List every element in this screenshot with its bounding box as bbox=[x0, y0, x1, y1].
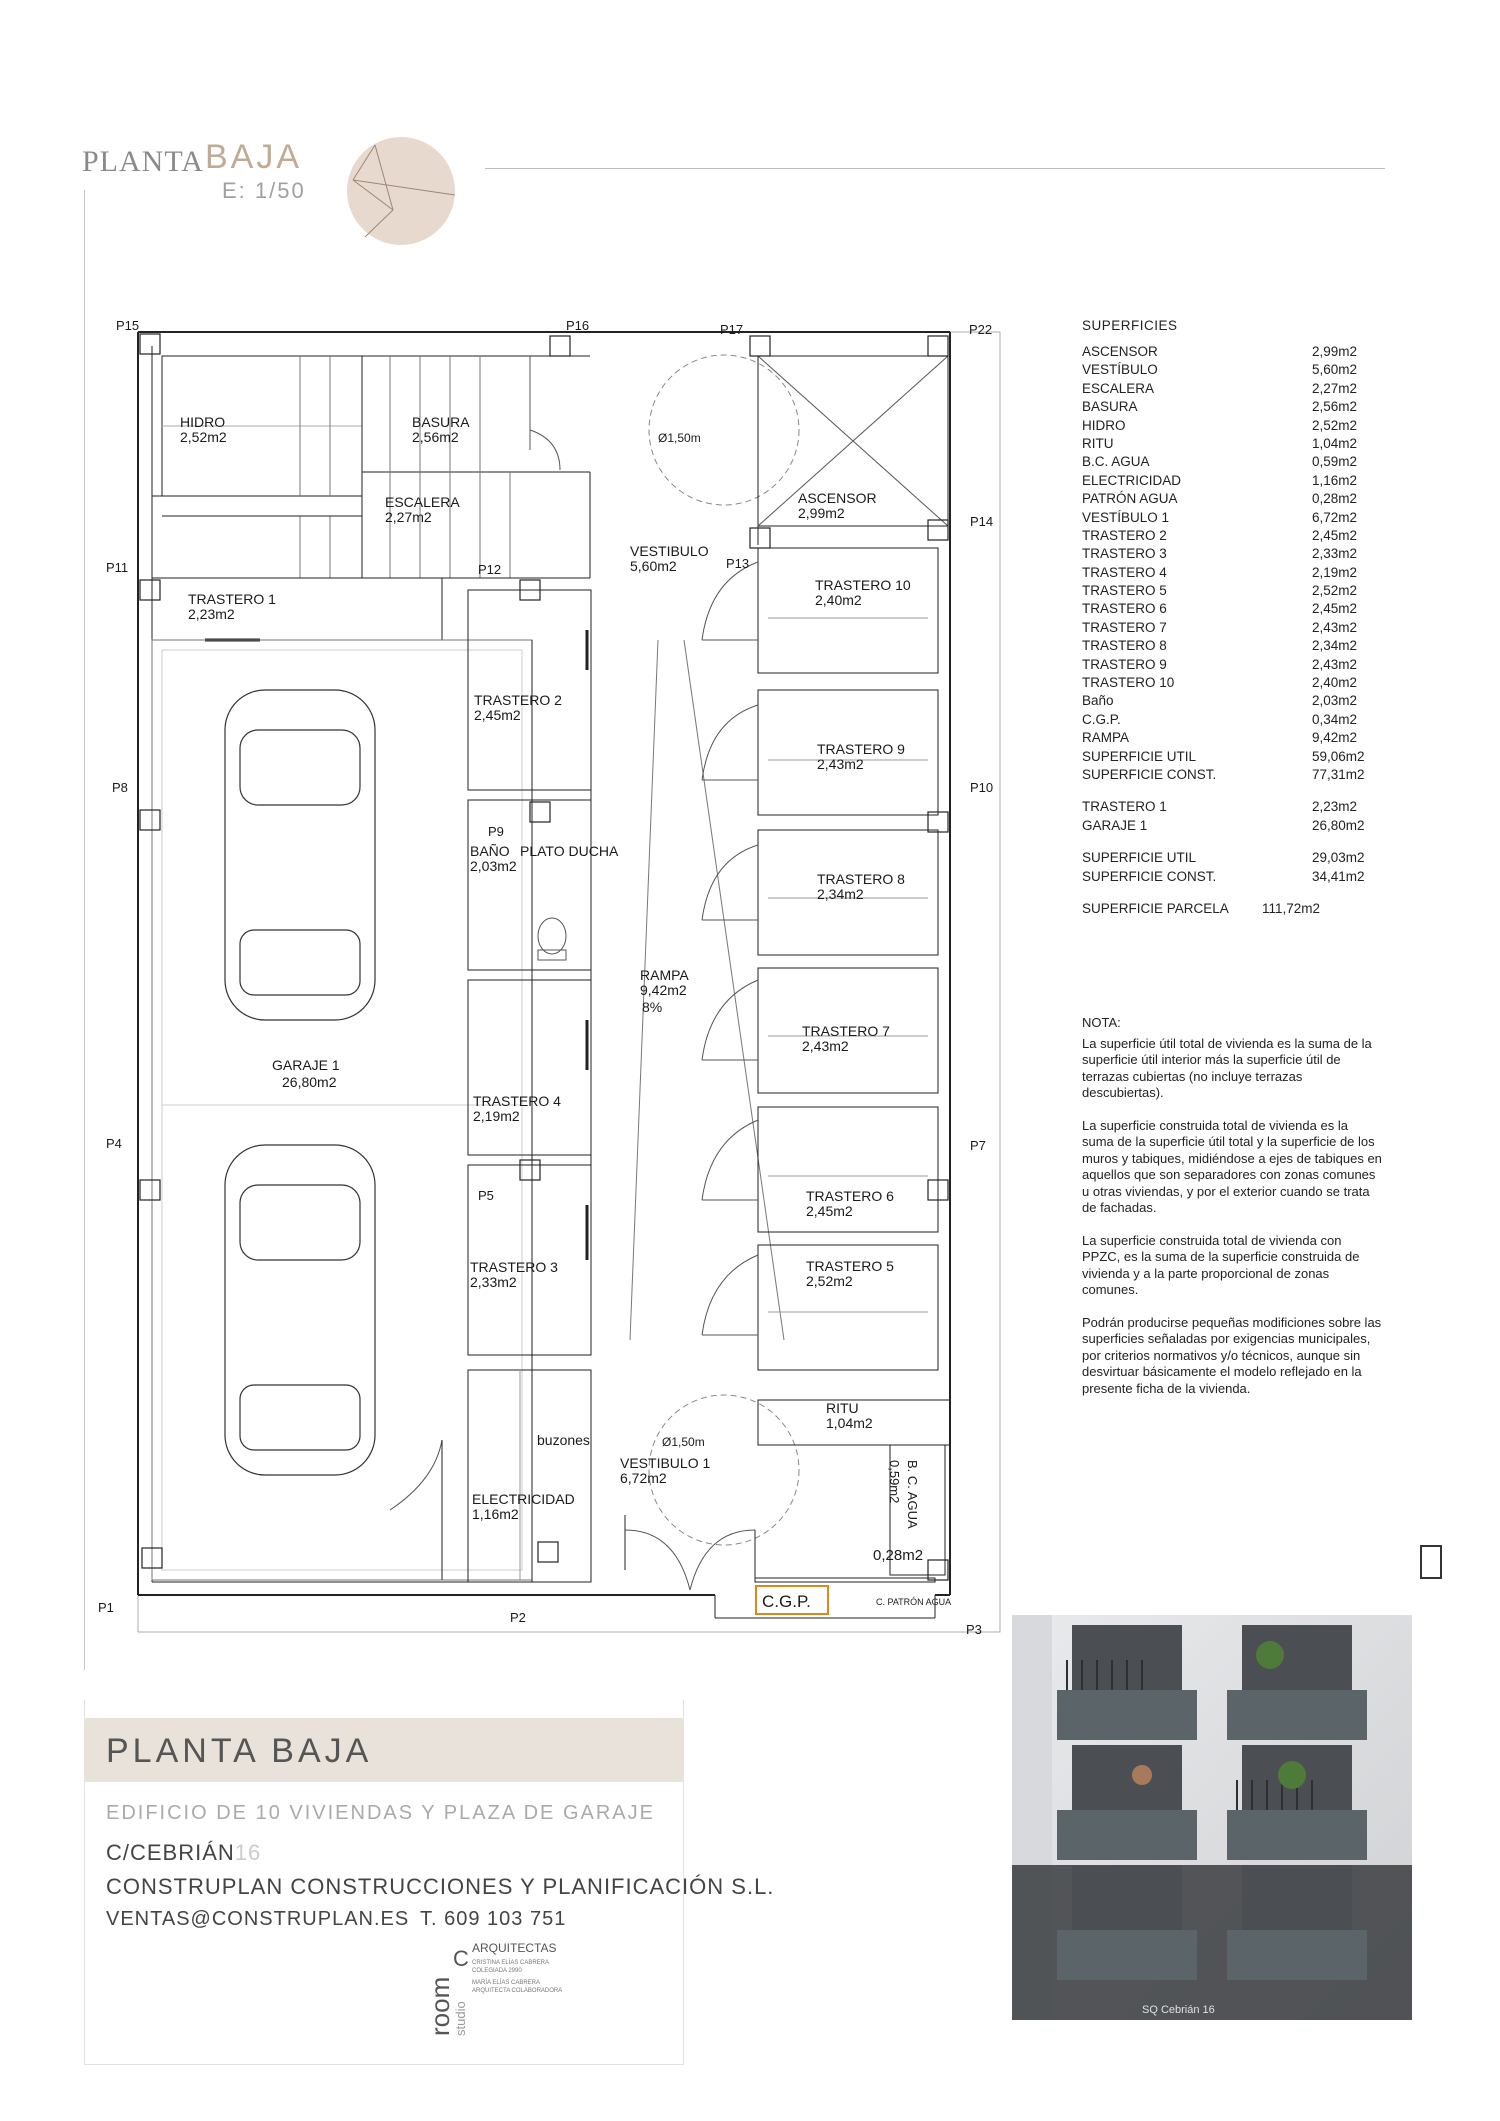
room-basura-area: 2,56m2 bbox=[412, 429, 459, 445]
footer-street: C/CEBRIÁN bbox=[106, 1840, 235, 1865]
surface-name: VESTÍBULO 1 bbox=[1082, 509, 1170, 525]
surface-row bbox=[1082, 619, 1382, 637]
surface-row bbox=[1082, 361, 1382, 379]
room-hidro-name: HIDRO bbox=[180, 414, 226, 430]
room-bano-name: BAÑO bbox=[470, 843, 510, 859]
room-patron-area: 0,28m2 bbox=[873, 1547, 924, 1564]
surface-value: 2,27m2 bbox=[1312, 380, 1358, 396]
surface-name: TRASTERO 7 bbox=[1082, 619, 1167, 635]
surface-value: 77,31m2 bbox=[1312, 766, 1365, 782]
surface-row bbox=[1082, 711, 1382, 729]
surface-name: B.C. AGUA bbox=[1082, 454, 1150, 470]
room-vestibulo-area: 5,60m2 bbox=[630, 558, 677, 574]
room-trastero10-area: 2,40m2 bbox=[815, 592, 862, 608]
pillar-p10: P10 bbox=[970, 780, 994, 795]
room-trastero4-name: TRASTERO 4 bbox=[473, 1093, 561, 1109]
room-bc-agua-name: B. C. AGUA bbox=[905, 1460, 920, 1529]
surface-value: 0,59m2 bbox=[1312, 454, 1358, 470]
room-basura-name: BASURA bbox=[412, 414, 470, 430]
room-ascensor-area: 2,99m2 bbox=[798, 505, 845, 521]
surface-name: RAMPA bbox=[1082, 730, 1130, 746]
surface-value: 34,41m2 bbox=[1312, 868, 1365, 884]
garage-list bbox=[1082, 798, 1382, 835]
room-hidro-area: 2,52m2 bbox=[180, 429, 227, 445]
room-bano-area: 2,03m2 bbox=[470, 858, 517, 874]
surface-row bbox=[1082, 729, 1382, 747]
room-trastero7-area: 2,43m2 bbox=[802, 1038, 849, 1054]
surface-value: 2,45m2 bbox=[1312, 601, 1358, 617]
surface-value: 29,03m2 bbox=[1312, 850, 1365, 866]
surface-value: 2,52m2 bbox=[1312, 583, 1358, 599]
surface-value: 2,56m2 bbox=[1312, 399, 1358, 415]
nota-p2: La superficie construida total de vivienda es la suma de la superficie útil total y la superficie de los muros y tabiques, midiéndose a ejes de tabiques en aquellos que son separadores con zonas comunes u otras viviendas, y por el exterior cuando se trata de fachadas. bbox=[1082, 1117, 1382, 1215]
logo-line4: ARQUITECTA COLABORADORA bbox=[472, 1988, 563, 1994]
surface-name: ELECTRICIDAD bbox=[1082, 472, 1182, 488]
surface-row bbox=[1082, 582, 1382, 600]
surface-name: TRASTERO 4 bbox=[1082, 564, 1167, 580]
surface-row bbox=[1082, 868, 1382, 886]
pillar-p22: P22 bbox=[969, 322, 993, 337]
parcela-value: 111,72m2 bbox=[1262, 900, 1321, 916]
surface-value: 9,42m2 bbox=[1312, 730, 1358, 746]
pillar-p15: P15 bbox=[116, 318, 140, 333]
footer-company: CONSTRUPLAN CONSTRUCCIONES Y PLANIFICACIÓN S.L. bbox=[106, 1874, 775, 1899]
surface-name: SUPERFICIE UTIL bbox=[1082, 850, 1197, 866]
room-trastero7-name: TRASTERO 7 bbox=[802, 1023, 890, 1039]
room-trastero6-name: TRASTERO 6 bbox=[806, 1188, 894, 1204]
logo-line2: COLEGIADA 2990 bbox=[472, 1968, 522, 1974]
room-trastero8-name: TRASTERO 8 bbox=[817, 871, 905, 887]
surface-row bbox=[1082, 564, 1382, 582]
surfaces-list bbox=[1082, 343, 1382, 784]
building-render bbox=[1012, 1615, 1412, 2020]
room-plato-ducha: PLATO DUCHA bbox=[520, 843, 619, 859]
surface-name: SUPERFICIE UTIL bbox=[1082, 748, 1197, 764]
surface-value: 2,43m2 bbox=[1312, 656, 1358, 672]
page-marker-box bbox=[1420, 1545, 1442, 1579]
surface-value: 6,72m2 bbox=[1312, 509, 1358, 525]
nota-p4: Podrán producirse pequeñas modificiones sobre las superficies señaladas por exigencias municipales, por criterios normativos y/o técnicos, aunque sin desvirtuar básicamente el modelo reflejado en la presente ficha de la vivienda. bbox=[1082, 1314, 1382, 1396]
surface-name: GARAJE 1 bbox=[1082, 817, 1148, 833]
surface-name: ESCALERA bbox=[1082, 380, 1155, 396]
surface-row bbox=[1082, 472, 1382, 490]
surface-name: TRASTERO 6 bbox=[1082, 601, 1167, 617]
floor-plan bbox=[90, 300, 1010, 1650]
surface-row bbox=[1082, 435, 1382, 453]
surface-row bbox=[1082, 509, 1382, 527]
garage-totals bbox=[1082, 849, 1382, 886]
surface-name: TRASTERO 10 bbox=[1082, 675, 1175, 691]
surface-value: 2,40m2 bbox=[1312, 675, 1358, 691]
pillar-p4: P4 bbox=[106, 1136, 122, 1151]
surface-name: TRASTERO 5 bbox=[1082, 583, 1167, 599]
surface-row bbox=[1082, 490, 1382, 508]
surface-row bbox=[1082, 398, 1382, 416]
room-trastero4-area: 2,19m2 bbox=[473, 1108, 520, 1124]
room-rampa-area: 9,42m2 bbox=[640, 982, 687, 998]
footer-title-box bbox=[84, 1718, 684, 1782]
surface-row bbox=[1082, 817, 1382, 835]
room-trastero6-area: 2,45m2 bbox=[806, 1203, 853, 1219]
logo-arquitectas: ARQUITECTAS bbox=[472, 1941, 557, 1955]
surface-row bbox=[1082, 637, 1382, 655]
logo-room: room bbox=[425, 1976, 455, 2036]
surface-value: 26,80m2 bbox=[1312, 817, 1365, 833]
room-trastero3-area: 2,33m2 bbox=[470, 1274, 517, 1290]
room-studio-logo bbox=[425, 1938, 655, 2038]
header-scale: E: 1/50 bbox=[222, 178, 306, 203]
logo-c: C bbox=[453, 1946, 469, 1971]
surfaces-title: SUPERFICIES bbox=[1082, 318, 1178, 333]
surface-name: TRASTERO 9 bbox=[1082, 656, 1167, 672]
room-escalera-name: ESCALERA bbox=[385, 494, 460, 510]
room-patron-name: C. PATRÓN AGUA bbox=[876, 1597, 952, 1607]
surface-value: 59,06m2 bbox=[1312, 748, 1365, 764]
footer-address bbox=[106, 1840, 261, 1866]
logo-line1: CRISTINA ELÍAS CABRERA bbox=[472, 1960, 550, 1966]
footer-building: EDIFICIO DE 10 VIVIENDAS Y PLAZA DE GARAJE bbox=[106, 1802, 655, 1824]
surface-value: 1,16m2 bbox=[1312, 472, 1358, 488]
room-rampa-slope: 8% bbox=[642, 999, 663, 1015]
room-garaje-name: GARAJE 1 bbox=[272, 1057, 340, 1073]
pillar-p13: P13 bbox=[726, 556, 750, 571]
surface-row bbox=[1082, 766, 1382, 784]
pillar-p3: P3 bbox=[966, 1622, 982, 1637]
room-trastero1-name: TRASTERO 1 bbox=[188, 591, 276, 607]
surface-name: VESTÍBULO bbox=[1082, 362, 1158, 378]
room-trastero8-area: 2,34m2 bbox=[817, 886, 864, 902]
surface-value: 0,28m2 bbox=[1312, 491, 1358, 507]
footer-title: PLANTA BAJA bbox=[106, 1732, 373, 1770]
nota-p3: La superficie construida total de vivienda con PPZC, es la suma de la superficie construida de vivienda y a la parte proporcional de zonas comunes. bbox=[1082, 1232, 1360, 1297]
surface-name: SUPERFICIE CONST. bbox=[1082, 868, 1217, 884]
room-trastero2-name: TRASTERO 2 bbox=[474, 692, 562, 708]
room-ritu-area: 1,04m2 bbox=[826, 1415, 873, 1431]
surfaces-table bbox=[1082, 318, 1382, 918]
surface-row bbox=[1082, 527, 1382, 545]
surface-value: 5,60m2 bbox=[1312, 362, 1358, 378]
pillar-p5: P5 bbox=[478, 1188, 494, 1203]
header-logo-circle bbox=[345, 135, 457, 247]
room-vestibulo1-area: 6,72m2 bbox=[620, 1470, 667, 1486]
surface-name: PATRÓN AGUA bbox=[1082, 491, 1178, 507]
room-garaje-area: 26,80m2 bbox=[282, 1074, 337, 1090]
room-trastero5-name: TRASTERO 5 bbox=[806, 1258, 894, 1274]
left-rule bbox=[84, 190, 85, 1670]
room-trastero2-area: 2,45m2 bbox=[474, 707, 521, 723]
diameter-top: Ø1,50m bbox=[658, 431, 701, 445]
header-rule bbox=[485, 168, 1385, 169]
pillar-p8: P8 bbox=[112, 780, 128, 795]
footer-number: 16 bbox=[234, 1840, 262, 1865]
header-baja: BAJA bbox=[205, 138, 303, 176]
room-electricidad-name: ELECTRICIDAD bbox=[472, 1491, 575, 1507]
pillar-p2: P2 bbox=[510, 1610, 526, 1625]
surface-value: 2,23m2 bbox=[1312, 799, 1358, 815]
surface-row bbox=[1082, 748, 1382, 766]
parcela-label: SUPERFICIE PARCELA bbox=[1082, 900, 1229, 916]
nota-block bbox=[1082, 1015, 1382, 1413]
surface-name: TRASTERO 2 bbox=[1082, 527, 1167, 543]
room-trastero5-area: 2,52m2 bbox=[806, 1273, 853, 1289]
pillar-p11: P11 bbox=[106, 560, 129, 575]
surface-value: 2,43m2 bbox=[1312, 619, 1358, 635]
surface-row bbox=[1082, 692, 1382, 710]
surface-row bbox=[1082, 656, 1382, 674]
parcela-row bbox=[1082, 900, 1382, 918]
room-rampa-name: RAMPA bbox=[640, 967, 689, 983]
room-vestibulo1-name: VESTIBULO 1 bbox=[620, 1455, 711, 1471]
surface-value: 2,99m2 bbox=[1312, 344, 1358, 359]
room-vestibulo-name: VESTIBULO bbox=[630, 543, 709, 559]
pillar-p17: P17 bbox=[720, 322, 744, 337]
footer-phone[interactable]: T. 609 103 751 bbox=[420, 1908, 567, 1930]
surface-value: 2,52m2 bbox=[1312, 417, 1358, 433]
surface-value: 2,33m2 bbox=[1312, 546, 1358, 562]
surface-name: TRASTERO 8 bbox=[1082, 638, 1167, 654]
cgp-label: C.G.P. bbox=[762, 1592, 811, 1611]
logo-studio: studio bbox=[453, 2001, 468, 2036]
surface-name: SUPERFICIE CONST. bbox=[1082, 766, 1217, 782]
surface-row bbox=[1082, 380, 1382, 398]
surface-name: RITU bbox=[1082, 435, 1114, 451]
surface-value: 2,03m2 bbox=[1312, 693, 1358, 709]
room-trastero10-name: TRASTERO 10 bbox=[815, 577, 911, 593]
header-planta: PLANTA bbox=[82, 145, 204, 178]
room-trastero9-area: 2,43m2 bbox=[817, 756, 864, 772]
room-trastero3-name: TRASTERO 3 bbox=[470, 1259, 558, 1275]
nota-title: NOTA: bbox=[1082, 1015, 1121, 1030]
surface-row bbox=[1082, 343, 1382, 361]
room-ascensor-name: ASCENSOR bbox=[798, 490, 877, 506]
surface-name: BASURA bbox=[1082, 399, 1138, 415]
surface-row bbox=[1082, 545, 1382, 563]
surface-row bbox=[1082, 798, 1382, 816]
surface-name: Baño bbox=[1082, 693, 1114, 709]
room-escalera-area: 2,27m2 bbox=[385, 509, 432, 525]
logo-line3: MARÍA ELÍAS CABRERA bbox=[472, 1980, 541, 1986]
surface-value: 2,45m2 bbox=[1312, 527, 1358, 543]
surface-row bbox=[1082, 453, 1382, 471]
surface-name: HIDRO bbox=[1082, 417, 1126, 433]
room-buzones: buzones bbox=[537, 1432, 590, 1448]
footer-email[interactable]: VENTAS@CONSTRUPLAN.ES bbox=[106, 1908, 410, 1930]
pillar-p16: P16 bbox=[566, 318, 590, 333]
nota-p1: La superficie útil total de vivienda es la suma de la superficie útil interior más la superficie útil de terrazas cubiertas (no incluye terrazas descubiertas). bbox=[1082, 1035, 1372, 1100]
surface-name: ASCENSOR bbox=[1082, 344, 1158, 359]
room-trastero9-name: TRASTERO 9 bbox=[817, 741, 905, 757]
pillar-p14: P14 bbox=[970, 514, 994, 529]
surface-value: 0,34m2 bbox=[1312, 711, 1358, 727]
surface-row bbox=[1082, 849, 1382, 867]
surface-value: 2,19m2 bbox=[1312, 564, 1358, 580]
render-caption: SQ Cebrián 16 bbox=[1142, 2004, 1215, 2016]
surface-name: TRASTERO 3 bbox=[1082, 546, 1167, 562]
surface-row bbox=[1082, 600, 1382, 618]
room-bc-agua-area: 0,59m2 bbox=[887, 1460, 902, 1504]
room-ritu-name: RITU bbox=[826, 1400, 859, 1416]
surface-value: 1,04m2 bbox=[1312, 435, 1358, 451]
diameter-bottom: Ø1,50m bbox=[662, 1435, 705, 1449]
surface-value: 2,34m2 bbox=[1312, 638, 1358, 654]
surface-row bbox=[1082, 674, 1382, 692]
surface-name: C.G.P. bbox=[1082, 711, 1121, 727]
surface-row bbox=[1082, 417, 1382, 435]
pillar-p7: P7 bbox=[970, 1138, 986, 1153]
room-electricidad-area: 1,16m2 bbox=[472, 1506, 519, 1522]
room-trastero1-area: 2,23m2 bbox=[188, 606, 235, 622]
surface-name: TRASTERO 1 bbox=[1082, 799, 1167, 815]
pillar-p12: P12 bbox=[478, 562, 502, 577]
pillar-p9: P9 bbox=[488, 824, 504, 839]
pillar-p1: P1 bbox=[98, 1600, 114, 1615]
